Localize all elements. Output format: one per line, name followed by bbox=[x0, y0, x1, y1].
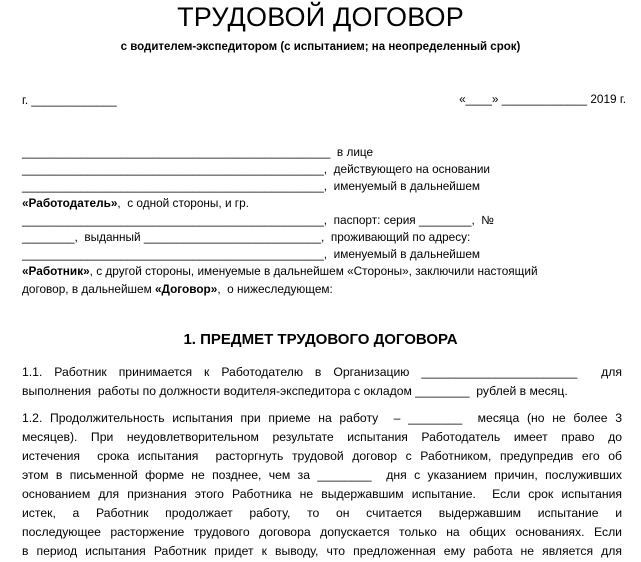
paragraph-1-1-line-2: выполнения работы по должности водителя-экспедитора с окладом ________ рублей в месяц. bbox=[22, 384, 568, 398]
parties-line-2: ______________________________________________, действующего на основании bbox=[22, 162, 491, 176]
paragraph-1-2-line-1: 1.2. Продолжительность испытания при приеме на работу – ________ месяца (но не более 3 bbox=[22, 411, 622, 425]
place-line: г. _____________ bbox=[22, 93, 117, 107]
parties-line-6: ________, выданный ___________________________, проживающий по адресу: bbox=[22, 230, 471, 244]
parties-line-4: «Работодатель», с одной стороны, и гр. bbox=[22, 196, 249, 210]
paragraph-1-2-line-7: последующее расторжение трудового договора допускается только на общих основаниях. Если bbox=[22, 525, 622, 539]
paragraph-1-2 bbox=[22, 409, 622, 561]
document-subtitle: с водителем-экспедитором (с испытанием; на неопределенный срок) bbox=[120, 41, 521, 53]
paragraph-1-2-line-2: месяцев). При неудовлетворительном результате испытания Работодатель имеет право до bbox=[22, 430, 622, 444]
parties-line-5: ______________________________________________, паспорт: серия ________, № bbox=[22, 213, 494, 227]
document-title: ТРУДОВОЙ ДОГОВОР bbox=[177, 2, 464, 32]
parties-line-8: «Работник», с другой стороны, именуемые в дальнейшем «Стороны», заключили настоящий bbox=[22, 264, 538, 278]
date-line: «____» _____________ 2019 г. bbox=[459, 92, 626, 106]
paragraph-1-2-line-4: этом в письменной форме не позднее, чем за ________ дня с указанием причин, послуживших bbox=[22, 468, 622, 482]
section-1-title: 1. ПРЕДМЕТ ТРУДОВОГО ДОГОВОРА bbox=[183, 331, 458, 348]
parties-line-3: ______________________________________________, именуемый в дальнейшем bbox=[22, 179, 481, 193]
paragraph-1-2-line-8: в период испытания Работник придет к выводу, что предложенная ему работа не является для bbox=[22, 544, 622, 558]
paragraph-1-1-line-1: 1.1. Работник принимается к Работодателю в Организацию _______________________ для bbox=[22, 365, 622, 379]
parties-line-9: договор, в дальнейшем «Договор», о нижеследующем: bbox=[22, 282, 333, 296]
paragraph-1-2-line-6: истек, а Работник продолжает работу, то он считается выдержавшим испытание и bbox=[22, 506, 622, 520]
parties-line-1: _______________________________________________ в лице bbox=[22, 145, 374, 159]
parties-line-7: ______________________________________________, именуемый в дальнейшем bbox=[22, 247, 481, 261]
paragraph-1-2-line-3: истечения срока испытания расторгнуть трудовой договор с Работником, предупредив его об bbox=[22, 449, 622, 463]
paragraph-1-1 bbox=[22, 363, 622, 401]
paragraph-1-2-line-5: основанием для признания этого Работника не выдержавшим испытание. Если срок испытания bbox=[22, 487, 622, 501]
